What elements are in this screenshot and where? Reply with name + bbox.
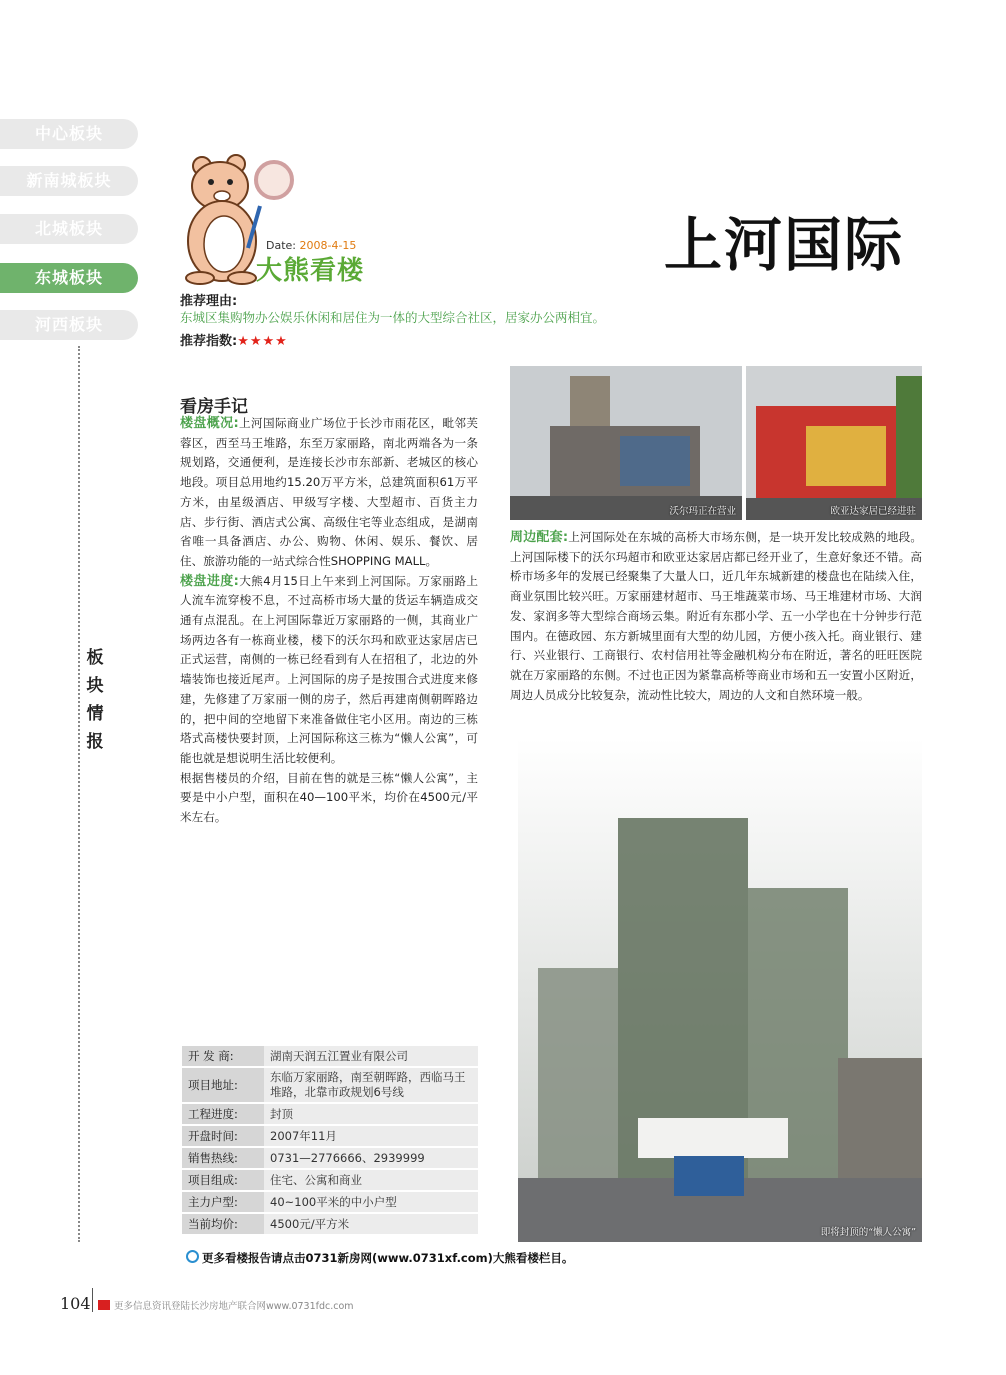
table-row: 开 发 商: 湖南天润五江置业有限公司 xyxy=(182,1046,478,1067)
table-row: 主力户型: 40~100平米的中小户型 xyxy=(182,1191,478,1213)
table-row: 项目组成: 住宅、公寓和商业 xyxy=(182,1169,478,1191)
photo-tower xyxy=(518,738,922,1242)
page-number: 104 xyxy=(60,1294,91,1313)
side-tab-hexi[interactable]: 河西板块 xyxy=(0,310,138,340)
sales-paragraph: 根据售楼员的介绍，目前在售的就是三栋“懒人公寓”，主要是中小户型，面积在40—100平米，均价在4500元/平米左右。 xyxy=(180,770,478,825)
side-tab-north[interactable]: 北城板块 xyxy=(0,214,138,244)
progress-paragraph: 楼盘进度:大熊4月15日上午来到上河国际。万家丽路上人流车流穿梭不息，不过高桥市场大量的货运车辆造成交通有点混乱。在上河国际靠近万家丽路的一侧，其商业广场两边各有一栋商业楼，楼下的沃尔玛和欧亚达家居店已正式运营，南侧的一栋已经看到有人在招租了，北边的外墙装饰也接近尾声。上河国际的房子是按围合式进度来修建，先修建了万家丽一侧的房子，然后再建南侧朝晖路边的，把中间的空地留下来准备做住宅小区用。南边的三栋塔式高楼快要封顶，上河国际称这三栋为“懒人公寓”，可能也就是想说明生活比较便利。 xyxy=(180,573,479,765)
caption-walmart: 沃尔玛正在营业 xyxy=(669,506,736,517)
table-row: 项目地址: 东临万家丽路，南至朝晖路，西临马王堆路，北靠市政规划6号线 xyxy=(182,1067,478,1103)
recommend-reason-text: 东城区集购物办公娱乐休闲和居住为一体的大型综合社区，居家办公两相宜。 xyxy=(180,310,606,325)
brand-title: 大熊看楼 xyxy=(256,256,365,286)
caption-tower: 即将封顶的“懒人公寓” xyxy=(820,1227,916,1238)
more-reports-link[interactable]: 更多看楼报告请点击0731新房网(www.0731xf.com)大熊看楼栏目。 xyxy=(186,1250,573,1266)
caption-ouyada: 欧亚达家居已经进驻 xyxy=(830,506,916,517)
right-text-column xyxy=(510,528,922,705)
left-text-column xyxy=(180,414,478,828)
overview-paragraph: 楼盘概况:上河国际商业广场位于长沙市雨花区，毗邻芙蓉区，西至马王堆路，东至万家丽路，南北两端各为一条规划路，交通便利，是连接长沙市东部新、老城区的核心地段。项目总用地约15.20万平方米，总建筑面积61万平方米，由星级酒店、甲级写字楼、大型超市、百货主力店、步行街、酒店式公寓、高级住宅等业态组成，是湖南省唯一具备酒店、办公、购物、休闲、娱乐、餐饮、居住、旅游功能的一站式综合性SHOPPING MALL。 xyxy=(180,416,478,568)
site-logo-icon xyxy=(98,1300,110,1310)
table-row: 工程进度: 封顶 xyxy=(182,1103,478,1125)
page-title: 上河国际 xyxy=(664,211,905,279)
side-tab-xinnan[interactable]: 新南城板块 xyxy=(0,166,138,196)
report-date: Date: 2008-4-15 xyxy=(266,239,357,252)
recommend-reason-label: 推荐理由: xyxy=(180,294,238,309)
side-tab-east[interactable]: 东城板块 xyxy=(0,263,138,293)
section-vertical-label: 板 块 情 报 xyxy=(86,648,104,752)
table-row: 销售热线: 0731—2776666、2939999 xyxy=(182,1147,478,1169)
table-row: 当前均价: 4500元/平方米 xyxy=(182,1213,478,1235)
notes-heading: 看房手记 xyxy=(180,397,248,417)
side-tab-center[interactable]: 中心板块 xyxy=(0,119,138,149)
table-row: 开盘时间: 2007年11月 xyxy=(182,1125,478,1147)
recommend-index: 推荐指数:★★★★ xyxy=(180,334,288,349)
rating-stars: ★★★★ xyxy=(237,334,288,349)
footer-divider xyxy=(92,1288,93,1312)
photo-walmart xyxy=(510,366,742,520)
surround-paragraph: 周边配套:上河国际处在东城的高桥大市场东侧，是一块开发比较成熟的地段。上河国际楼下的沃尔玛超市和欧亚达家居店都已经开业了，生意好象还不错。高桥市场多年的发展已经聚集了大量人口，近几年东城新建的楼盘也在陆续入住，商业氛围比较兴旺。万家丽建材超市、马王堆蔬菜市场、马王堆建材市场、大润发、家润多等大型综合商场云集。附近有东郡小学、五一小学也在十分钟步行范围内。在德政园、东方新城里面有大型的幼儿园，方便小孩入托。商业银行、建行、兴业银行、工商银行、农村信用社等金融机构分布在附近，著名的旺旺医院就在万家丽路的东侧。不过也正因为紧靠高桥等商业市场和五一安置小区附近，周边人员成分比较复杂，流动性比较大，周边的人文和自然环境一般。 xyxy=(510,530,922,702)
footer-text: 更多信息资讯登陆长沙房地产联合网www.0731fdc.com xyxy=(98,1298,354,1312)
dotted-divider xyxy=(78,346,80,1242)
project-info-table xyxy=(182,1046,478,1236)
photo-ouyada xyxy=(746,366,922,520)
link-icon xyxy=(186,1250,199,1263)
